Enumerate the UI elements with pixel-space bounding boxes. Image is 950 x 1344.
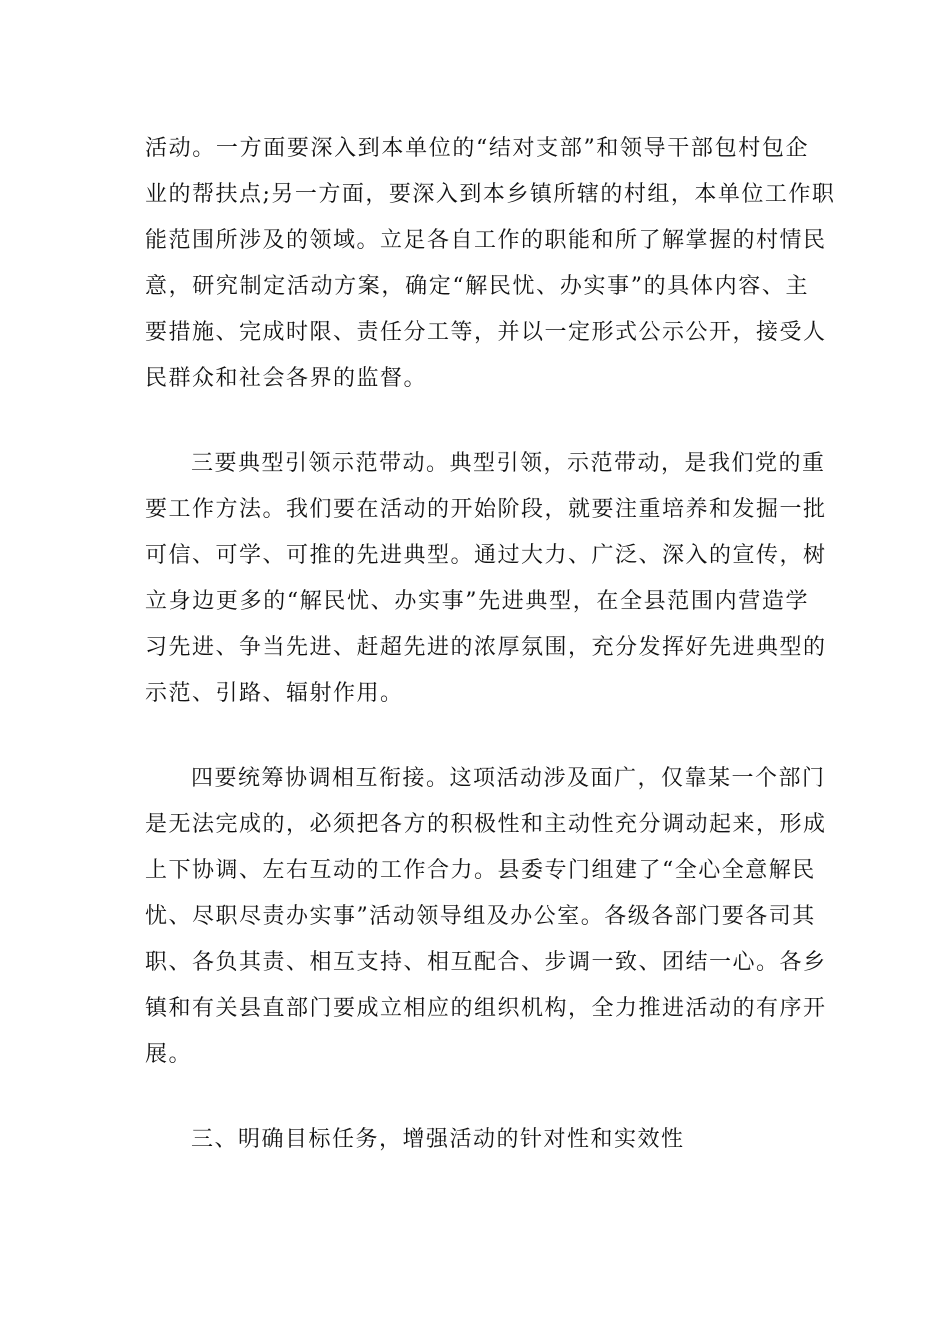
- paragraph-line: 是无法完成的，必须把各方的积极性和主动性充分调动起来，形成: [145, 812, 827, 837]
- paragraph-2: [145, 441, 827, 717]
- paragraph-3: [145, 756, 827, 1078]
- document-body: [145, 126, 836, 1202]
- paragraph-line: 展。: [145, 1042, 193, 1067]
- paragraph-line: 立身边更多的“解民忧、办实事”先进典型，在全县范围内营造学: [145, 589, 809, 614]
- paragraph-line: 意，研究制定活动方案，确定“解民忧、办实事”的具体内容、主: [145, 274, 809, 299]
- paragraph-line: 民群众和社会各界的监督。: [145, 366, 428, 391]
- paragraph-line: 四要统筹协调相互衔接。这项活动涉及面广，仅靠某一个部门: [191, 766, 826, 791]
- paragraph-1: [145, 126, 836, 402]
- paragraph-line: 忧、尽职尽责办实事”活动领导组及办公室。各级各部门要各司其: [145, 904, 816, 929]
- section-heading: [145, 1117, 809, 1163]
- section-heading-text: 三、明确目标任务，增强活动的针对性和实效性: [191, 1127, 685, 1152]
- paragraph-line: 职、各负其责、相互支持、相互配合、步调一致、团结一心。各乡: [145, 950, 827, 975]
- paragraph-line: 要工作方法。我们要在活动的开始阶段，就要注重培养和发掘一批: [145, 497, 827, 522]
- paragraph-line: 业的帮扶点;另一方面，要深入到本乡镇所辖的村组，本单位工作职: [145, 182, 836, 207]
- paragraph-line: 活动。一方面要深入到本单位的“结对支部”和领导干部包村包企: [145, 136, 809, 161]
- paragraph-line: 三要典型引领示范带动。典型引领，示范带动，是我们党的重: [191, 451, 826, 476]
- paragraph-line: 镇和有关县直部门要成立相应的组织机构，全力推进活动的有序开: [145, 996, 827, 1021]
- paragraph-line: 要措施、完成时限、责任分工等，并以一定形式公示公开，接受人: [145, 320, 827, 345]
- paragraph-line: 习先进、争当先进、赶超先进的浓厚氛围，充分发挥好先进典型的: [145, 635, 827, 660]
- paragraph-line: 示范、引路、辐射作用。: [145, 681, 404, 706]
- paragraph-line: 上下协调、左右互动的工作合力。县委专门组建了“全心全意解民: [145, 858, 816, 883]
- paragraph-line: 可信、可学、可推的先进典型。通过大力、广泛、深入的宣传，树: [145, 543, 827, 568]
- paragraph-line: 能范围所涉及的领域。立足各自工作的职能和所了解掌握的村情民: [145, 228, 827, 253]
